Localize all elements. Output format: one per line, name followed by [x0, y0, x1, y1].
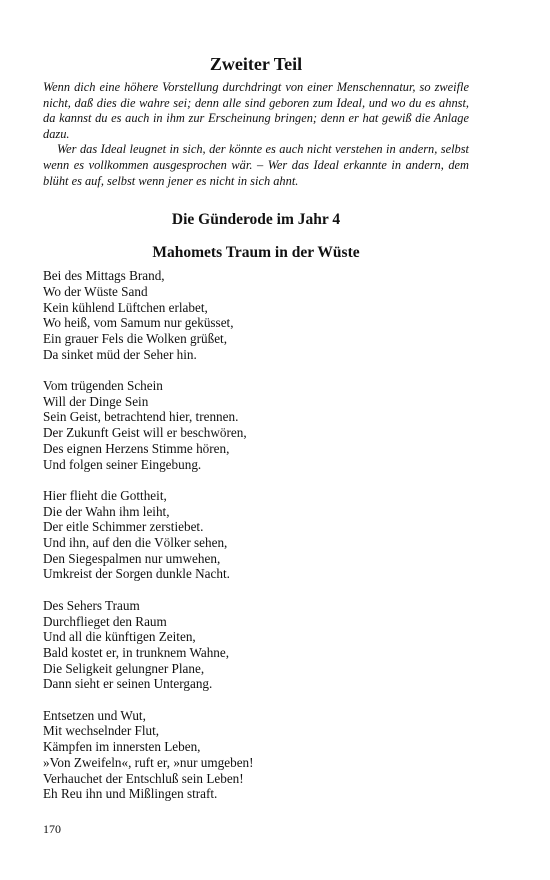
- verse-line: Sein Geist, betrachtend hier, trennen.: [43, 409, 239, 425]
- stanza: [43, 708, 469, 802]
- verse-line: Verhauchet der Entschluß sein Leben!: [43, 770, 244, 786]
- verse-line: Kein kühlend Lüftchen erlabet,: [43, 299, 208, 315]
- part-title: Zweiter Teil: [209, 54, 303, 74]
- poem-title: Mahomets Traum in der Wüste: [152, 244, 360, 262]
- verse-line: Eh Reu ihn und Mißlingen straft.: [43, 786, 218, 802]
- verse-line: Umkreist der Sorgen dunkle Nacht.: [43, 566, 230, 582]
- page-number: 170: [43, 822, 61, 836]
- verse-line: Und folgen seiner Eingebung.: [43, 456, 202, 472]
- verse-line: Und all die künftigen Zeiten,: [43, 629, 196, 645]
- verse-line: Bei des Mittags Brand,: [43, 268, 165, 284]
- verse-line: Wo heiß, vom Samum nur geküsset,: [43, 315, 234, 331]
- verse-line: Der Zukunft Geist will er beschwören,: [43, 425, 247, 441]
- verse-line: Will der Dinge Sein: [43, 393, 149, 409]
- section-title: Die Günderode im Jahr 4: [171, 211, 341, 229]
- verse-line: Der eitle Schimmer zerstiebet.: [43, 519, 204, 535]
- verse-line: Ein grauer Fels die Wolken grüßet,: [43, 330, 228, 346]
- verse-line: Des eignen Herzens Stimme hören,: [43, 440, 230, 456]
- verse-line: Hier flieht die Gottheit,: [43, 487, 167, 503]
- stanza: [43, 378, 469, 472]
- verse-line: Dann sieht er seinen Untergang.: [43, 676, 213, 692]
- page-content: [43, 52, 469, 818]
- verse-line: Kämpfen im innersten Leben,: [43, 739, 201, 755]
- motto: [43, 80, 469, 189]
- verse-line: Den Siegespalmen nur umwehen,: [43, 550, 221, 566]
- verse-line: »Von Zweifeln«, ruft er, »nur umgeben!: [43, 754, 254, 770]
- poem: [43, 268, 469, 802]
- motto-paragraph: Wer das Ideal leugnet in sich, der könnte es auch nicht verstehen in andern, selbst wenn es vollkommen ausgesprochen wär. – Wer das Ideal erkannte in andern, dem blüht es auf, selbst wenn jener es nicht in sich ahnt.: [43, 142, 469, 188]
- verse-line: Wo der Wüste Sand: [43, 283, 148, 299]
- verse-line: Entsetzen und Wut,: [43, 707, 146, 723]
- stanza: [43, 268, 469, 362]
- verse-line: Des Sehers Traum: [43, 597, 140, 613]
- verse-line: Die der Wahn ihm leiht,: [43, 503, 170, 519]
- verse-line: Die Seligkeit gelungner Plane,: [43, 660, 205, 676]
- stanza: [43, 598, 469, 692]
- stanza: [43, 488, 469, 582]
- motto-paragraph: Wenn dich eine höhere Vorstellung durchdringt von einer Menschennatur, so zweifle nicht, daß dies die wahre sei; denn alle sind geboren zum Ideal, und wo du es ahnst, da kannst du es auch in ihm zur Erscheinung bringen; denn er hat gewiß die Anlage dazu.: [43, 80, 469, 141]
- verse-line: Vom trügenden Schein: [43, 378, 163, 394]
- verse-line: Da sinket müd der Seher hin.: [43, 346, 197, 362]
- verse-line: Mit wechselnder Flut,: [43, 723, 160, 739]
- verse-line: Bald kostet er, in trunknem Wahne,: [43, 644, 230, 660]
- verse-line: Und ihn, auf den die Völker sehen,: [43, 535, 228, 551]
- verse-line: Durchflieget den Raum: [43, 613, 167, 629]
